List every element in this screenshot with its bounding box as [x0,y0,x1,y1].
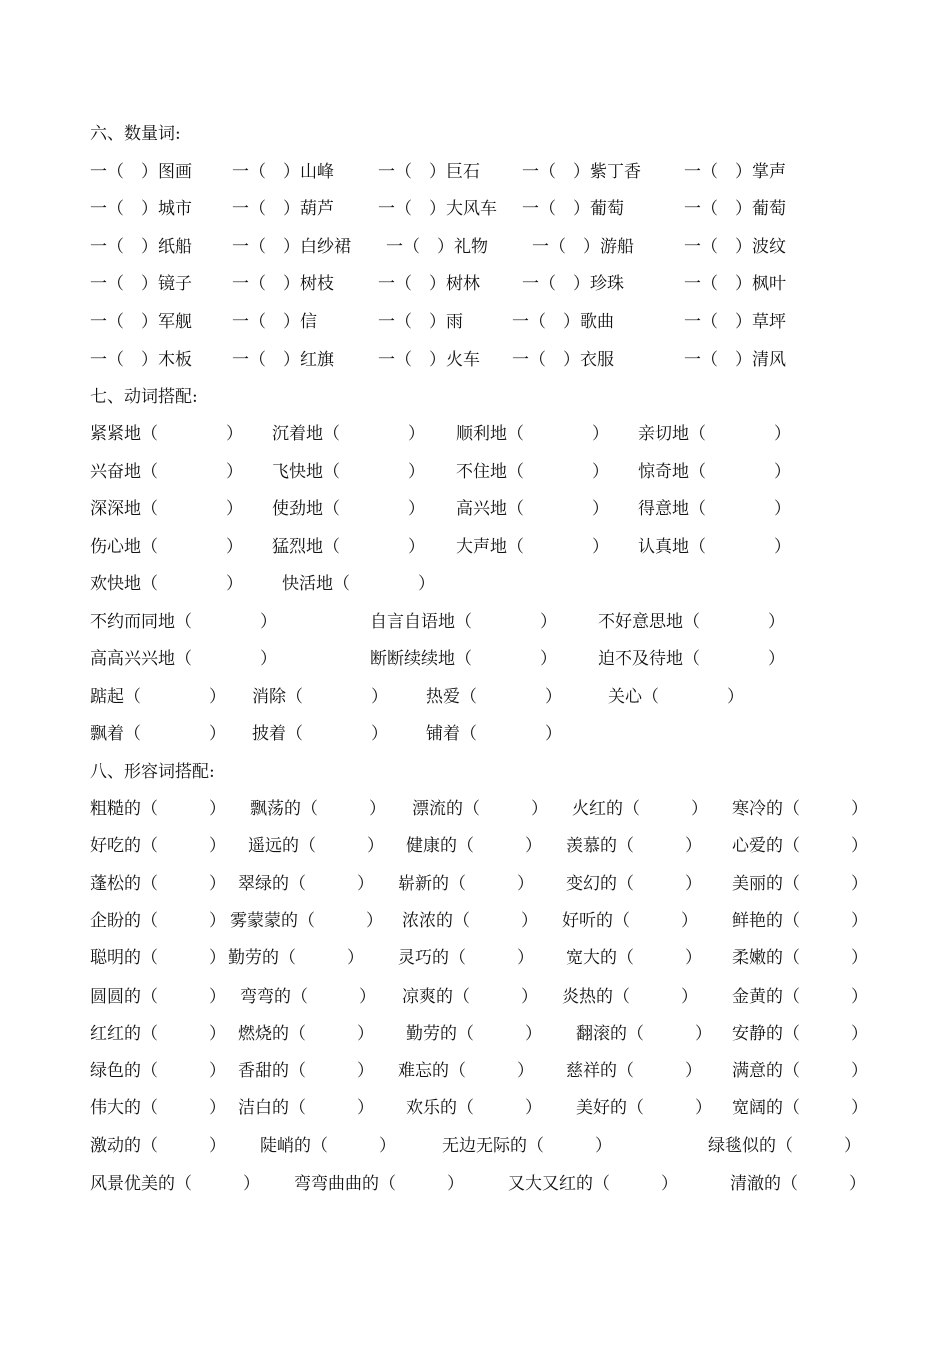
verb-pairing-item[interactable]: 热爱（ ） [426,687,562,707]
quantifier-item[interactable]: 一（ ）游船 [532,237,634,257]
adjective-pairing-item[interactable]: 翠绿的（ ） [238,874,374,894]
adjective-pairing-item[interactable]: 难忘的（ ） [398,1061,534,1081]
verb-pairing-item[interactable]: 迫不及待地（ ） [598,649,785,669]
adjective-pairing-item[interactable]: 飘荡的（ ） [250,799,386,819]
adjective-pairing-item[interactable]: 柔嫩的（ ） [732,948,868,968]
verb-pairing-row [0,456,950,488]
adjective-pairing-item[interactable]: 鲜艳的（ ） [732,911,868,931]
adjective-pairing-item[interactable]: 寒冷的（ ） [732,799,868,819]
verb-pairing-item[interactable]: 顺利地（ ） [456,424,609,444]
verb-pairing-row [0,568,950,600]
verb-pairing-item[interactable]: 紧紧地（ ） [90,424,243,444]
adjective-pairing-item[interactable]: 陡峭的（ ） [260,1136,396,1156]
adjective-pairing-item[interactable]: 又大又红的（ ） [508,1174,678,1194]
quantifier-item[interactable]: 一（ ）葡萄 [684,199,786,219]
verb-pairing-item[interactable]: 高高兴兴地（ ） [90,649,277,669]
quantifier-item[interactable]: 一（ ）巨石 [378,162,480,182]
verb-pairing-item[interactable]: 得意地（ ） [638,499,791,519]
quantifier-item[interactable]: 一（ ）紫丁香 [522,162,641,182]
adjective-pairing-item[interactable]: 勤劳的（ ） [228,948,364,968]
quantifier-item[interactable]: 一（ ）树枝 [232,274,334,294]
quantifier-row [0,268,950,300]
adjective-pairing-item[interactable]: 宽阔的（ ） [732,1098,868,1118]
section-title-quantifiers: 六、数量词: [90,124,181,144]
adjective-pairing-item[interactable]: 激动的（ ） [90,1136,226,1156]
adjective-pairing-item[interactable]: 火红的（ ） [572,799,708,819]
verb-pairing-row [0,418,950,450]
quantifier-item[interactable]: 一（ ）珍珠 [522,274,624,294]
adjective-pairing-item[interactable]: 香甜的（ ） [238,1061,374,1081]
quantifier-item[interactable]: 一（ ）葡萄 [522,199,624,219]
quantifier-item[interactable]: 一（ ）火车 [378,350,480,370]
verb-pairing-row [0,493,950,525]
quantifier-item[interactable]: 一（ ）草坪 [684,312,786,332]
adjective-pairing-item[interactable]: 勤劳的（ ） [406,1024,542,1044]
verb-pairing-item[interactable]: 亲切地（ ） [638,424,791,444]
section-title-verb-pairing: 七、动词搭配: [90,387,198,407]
adjective-pairing-item[interactable]: 慈祥的（ ） [566,1061,702,1081]
adjective-pairing-item[interactable]: 羡慕的（ ） [566,836,702,856]
verb-pairing-item[interactable]: 断断续续地（ ） [370,649,557,669]
quantifier-item[interactable]: 一（ ）镜子 [90,274,192,294]
adjective-pairing-item[interactable]: 圆圆的（ ） [90,987,226,1007]
adjective-pairing-item[interactable]: 粗糙的（ ） [90,799,226,819]
adjective-pairing-item[interactable]: 漂流的（ ） [412,799,548,819]
adjective-pairing-item[interactable]: 金黄的（ ） [732,987,868,1007]
quantifier-item[interactable]: 一（ ）图画 [90,162,192,182]
quantifier-item[interactable]: 一（ ）信 [232,312,317,332]
quantifier-row [0,306,950,338]
quantifier-item[interactable]: 一（ ）清风 [684,350,786,370]
quantifier-item[interactable]: 一（ ）白纱裙 [232,237,351,257]
quantifier-item[interactable]: 一（ ）红旗 [232,350,334,370]
adjective-pairing-item[interactable]: 聪明的（ ） [90,948,226,968]
adjective-pairing-item[interactable]: 绿色的（ ） [90,1061,226,1081]
verb-pairing-item[interactable]: 铺着（ ） [426,724,562,744]
quantifier-row [0,231,950,263]
verb-pairing-item[interactable]: 披着（ ） [252,724,388,744]
adjective-pairing-item[interactable]: 心爱的（ ） [732,836,868,856]
quantifier-item[interactable]: 一（ ）掌声 [684,162,786,182]
quantifier-item[interactable]: 一（ ）纸船 [90,237,192,257]
quantifier-item[interactable]: 一（ ）礼物 [386,237,488,257]
quantifier-row [0,156,950,188]
quantifier-row [0,193,950,225]
verb-pairing-item[interactable]: 欢快地（ ） [90,574,243,594]
adjective-pairing-item[interactable]: 宽大的（ ） [566,948,702,968]
adjective-pairing-item[interactable]: 燃烧的（ ） [238,1024,374,1044]
adjective-pairing-item[interactable]: 翻滚的（ ） [576,1024,712,1044]
verb-pairing-row [0,718,950,750]
adjective-pairing-row [0,905,950,937]
adjective-pairing-item[interactable]: 好听的（ ） [562,911,698,931]
adjective-pairing-item[interactable]: 欢乐的（ ） [406,1098,542,1118]
verb-pairing-item[interactable]: 伤心地（ ） [90,537,243,557]
adjective-pairing-item[interactable]: 浓浓的（ ） [402,911,538,931]
quantifier-row [0,344,950,376]
quantifier-item[interactable]: 一（ ）树林 [378,274,480,294]
verb-pairing-row [0,606,950,638]
adjective-pairing-item[interactable]: 蓬松的（ ） [90,874,226,894]
quantifier-item[interactable]: 一（ ）木板 [90,350,192,370]
adjective-pairing-item[interactable]: 红红的（ ） [90,1024,226,1044]
quantifier-item[interactable]: 一（ ）波纹 [684,237,786,257]
adjective-pairing-item[interactable]: 变幻的（ ） [566,874,702,894]
quantifier-item[interactable]: 一（ ）葫芦 [232,199,334,219]
adjective-pairing-row [0,942,950,974]
verb-pairing-item[interactable]: 惊奇地（ ） [638,462,791,482]
adjective-pairing-row [0,981,950,1013]
adjective-pairing-item[interactable]: 弯弯曲曲的（ ） [294,1174,464,1194]
quantifier-item[interactable]: 一（ ）雨 [378,312,463,332]
verb-pairing-item[interactable]: 猛烈地（ ） [272,537,425,557]
verb-pairing-item[interactable]: 飞快地（ ） [272,462,425,482]
adjective-pairing-item[interactable]: 好吃的（ ） [90,836,226,856]
quantifier-item[interactable]: 一（ ）军舰 [90,312,192,332]
verb-pairing-item[interactable]: 深深地（ ） [90,499,243,519]
adjective-pairing-row [0,1055,950,1087]
adjective-pairing-item[interactable]: 风景优美的（ ） [90,1174,260,1194]
adjective-pairing-item[interactable]: 无边无际的（ ） [442,1136,612,1156]
verb-pairing-item[interactable]: 认真地（ ） [638,537,791,557]
verb-pairing-item[interactable]: 高兴地（ ） [456,499,609,519]
adjective-pairing-item[interactable]: 炎热的（ ） [562,987,698,1007]
adjective-pairing-item[interactable]: 绿毯似的（ ） [708,1136,861,1156]
verb-pairing-row [0,643,950,675]
adjective-pairing-item[interactable]: 弯弯的（ ） [240,987,376,1007]
quantifier-item[interactable]: 一（ ）山峰 [232,162,334,182]
adjective-pairing-item[interactable]: 清澈的（ ） [730,1174,866,1194]
adjective-pairing-item[interactable]: 雾蒙蒙的（ ） [230,911,383,931]
adjective-pairing-item[interactable]: 灵巧的（ ） [398,948,534,968]
adjective-pairing-item[interactable]: 健康的（ ） [406,836,542,856]
quantifier-item[interactable]: 一（ ）衣服 [512,350,614,370]
quantifier-item[interactable]: 一（ ）城市 [90,199,192,219]
adjective-pairing-row [0,1018,950,1050]
adjective-pairing-item[interactable]: 凉爽的（ ） [402,987,538,1007]
verb-pairing-item[interactable]: 关心（ ） [608,687,744,707]
verb-pairing-row [0,531,950,563]
adjective-pairing-row [0,1168,950,1200]
verb-pairing-item[interactable]: 快活地（ ） [282,574,435,594]
adjective-pairing-row [0,868,950,900]
quantifier-item[interactable]: 一（ ）大风车 [378,199,497,219]
verb-pairing-item[interactable]: 飘着（ ） [90,724,226,744]
section-title-adjective-pairing: 八、形容词搭配: [90,762,215,782]
quantifier-item[interactable]: 一（ ）枫叶 [684,274,786,294]
adjective-pairing-item[interactable]: 安静的（ ） [732,1024,868,1044]
adjective-pairing-row [0,1092,950,1124]
verb-pairing-row [0,681,950,713]
adjective-pairing-item[interactable]: 美丽的（ ） [732,874,868,894]
verb-pairing-item[interactable]: 沉着地（ ） [272,424,425,444]
verb-pairing-item[interactable]: 使劲地（ ） [272,499,425,519]
verb-pairing-item[interactable]: 不好意思地（ ） [598,612,785,632]
adjective-pairing-item[interactable]: 崭新的（ ） [398,874,534,894]
adjective-pairing-item[interactable]: 伟大的（ ） [90,1098,226,1118]
adjective-pairing-item[interactable]: 满意的（ ） [732,1061,868,1081]
adjective-pairing-item[interactable]: 洁白的（ ） [238,1098,374,1118]
adjective-pairing-item[interactable]: 美好的（ ） [576,1098,712,1118]
adjective-pairing-item[interactable]: 企盼的（ ） [90,911,226,931]
verb-pairing-item[interactable]: 不住地（ ） [456,462,609,482]
adjective-pairing-row [0,793,950,825]
verb-pairing-item[interactable]: 大声地（ ） [456,537,609,557]
verb-pairing-item[interactable]: 兴奋地（ ） [90,462,243,482]
verb-pairing-item[interactable]: 自言自语地（ ） [370,612,557,632]
verb-pairing-item[interactable]: 消除（ ） [252,687,388,707]
verb-pairing-item[interactable]: 不约而同地（ ） [90,612,277,632]
adjective-pairing-row [0,830,950,862]
verb-pairing-item[interactable]: 踮起（ ） [90,687,226,707]
adjective-pairing-item[interactable]: 遥远的（ ） [248,836,384,856]
quantifier-item[interactable]: 一（ ）歌曲 [512,312,614,332]
adjective-pairing-row [0,1130,950,1162]
